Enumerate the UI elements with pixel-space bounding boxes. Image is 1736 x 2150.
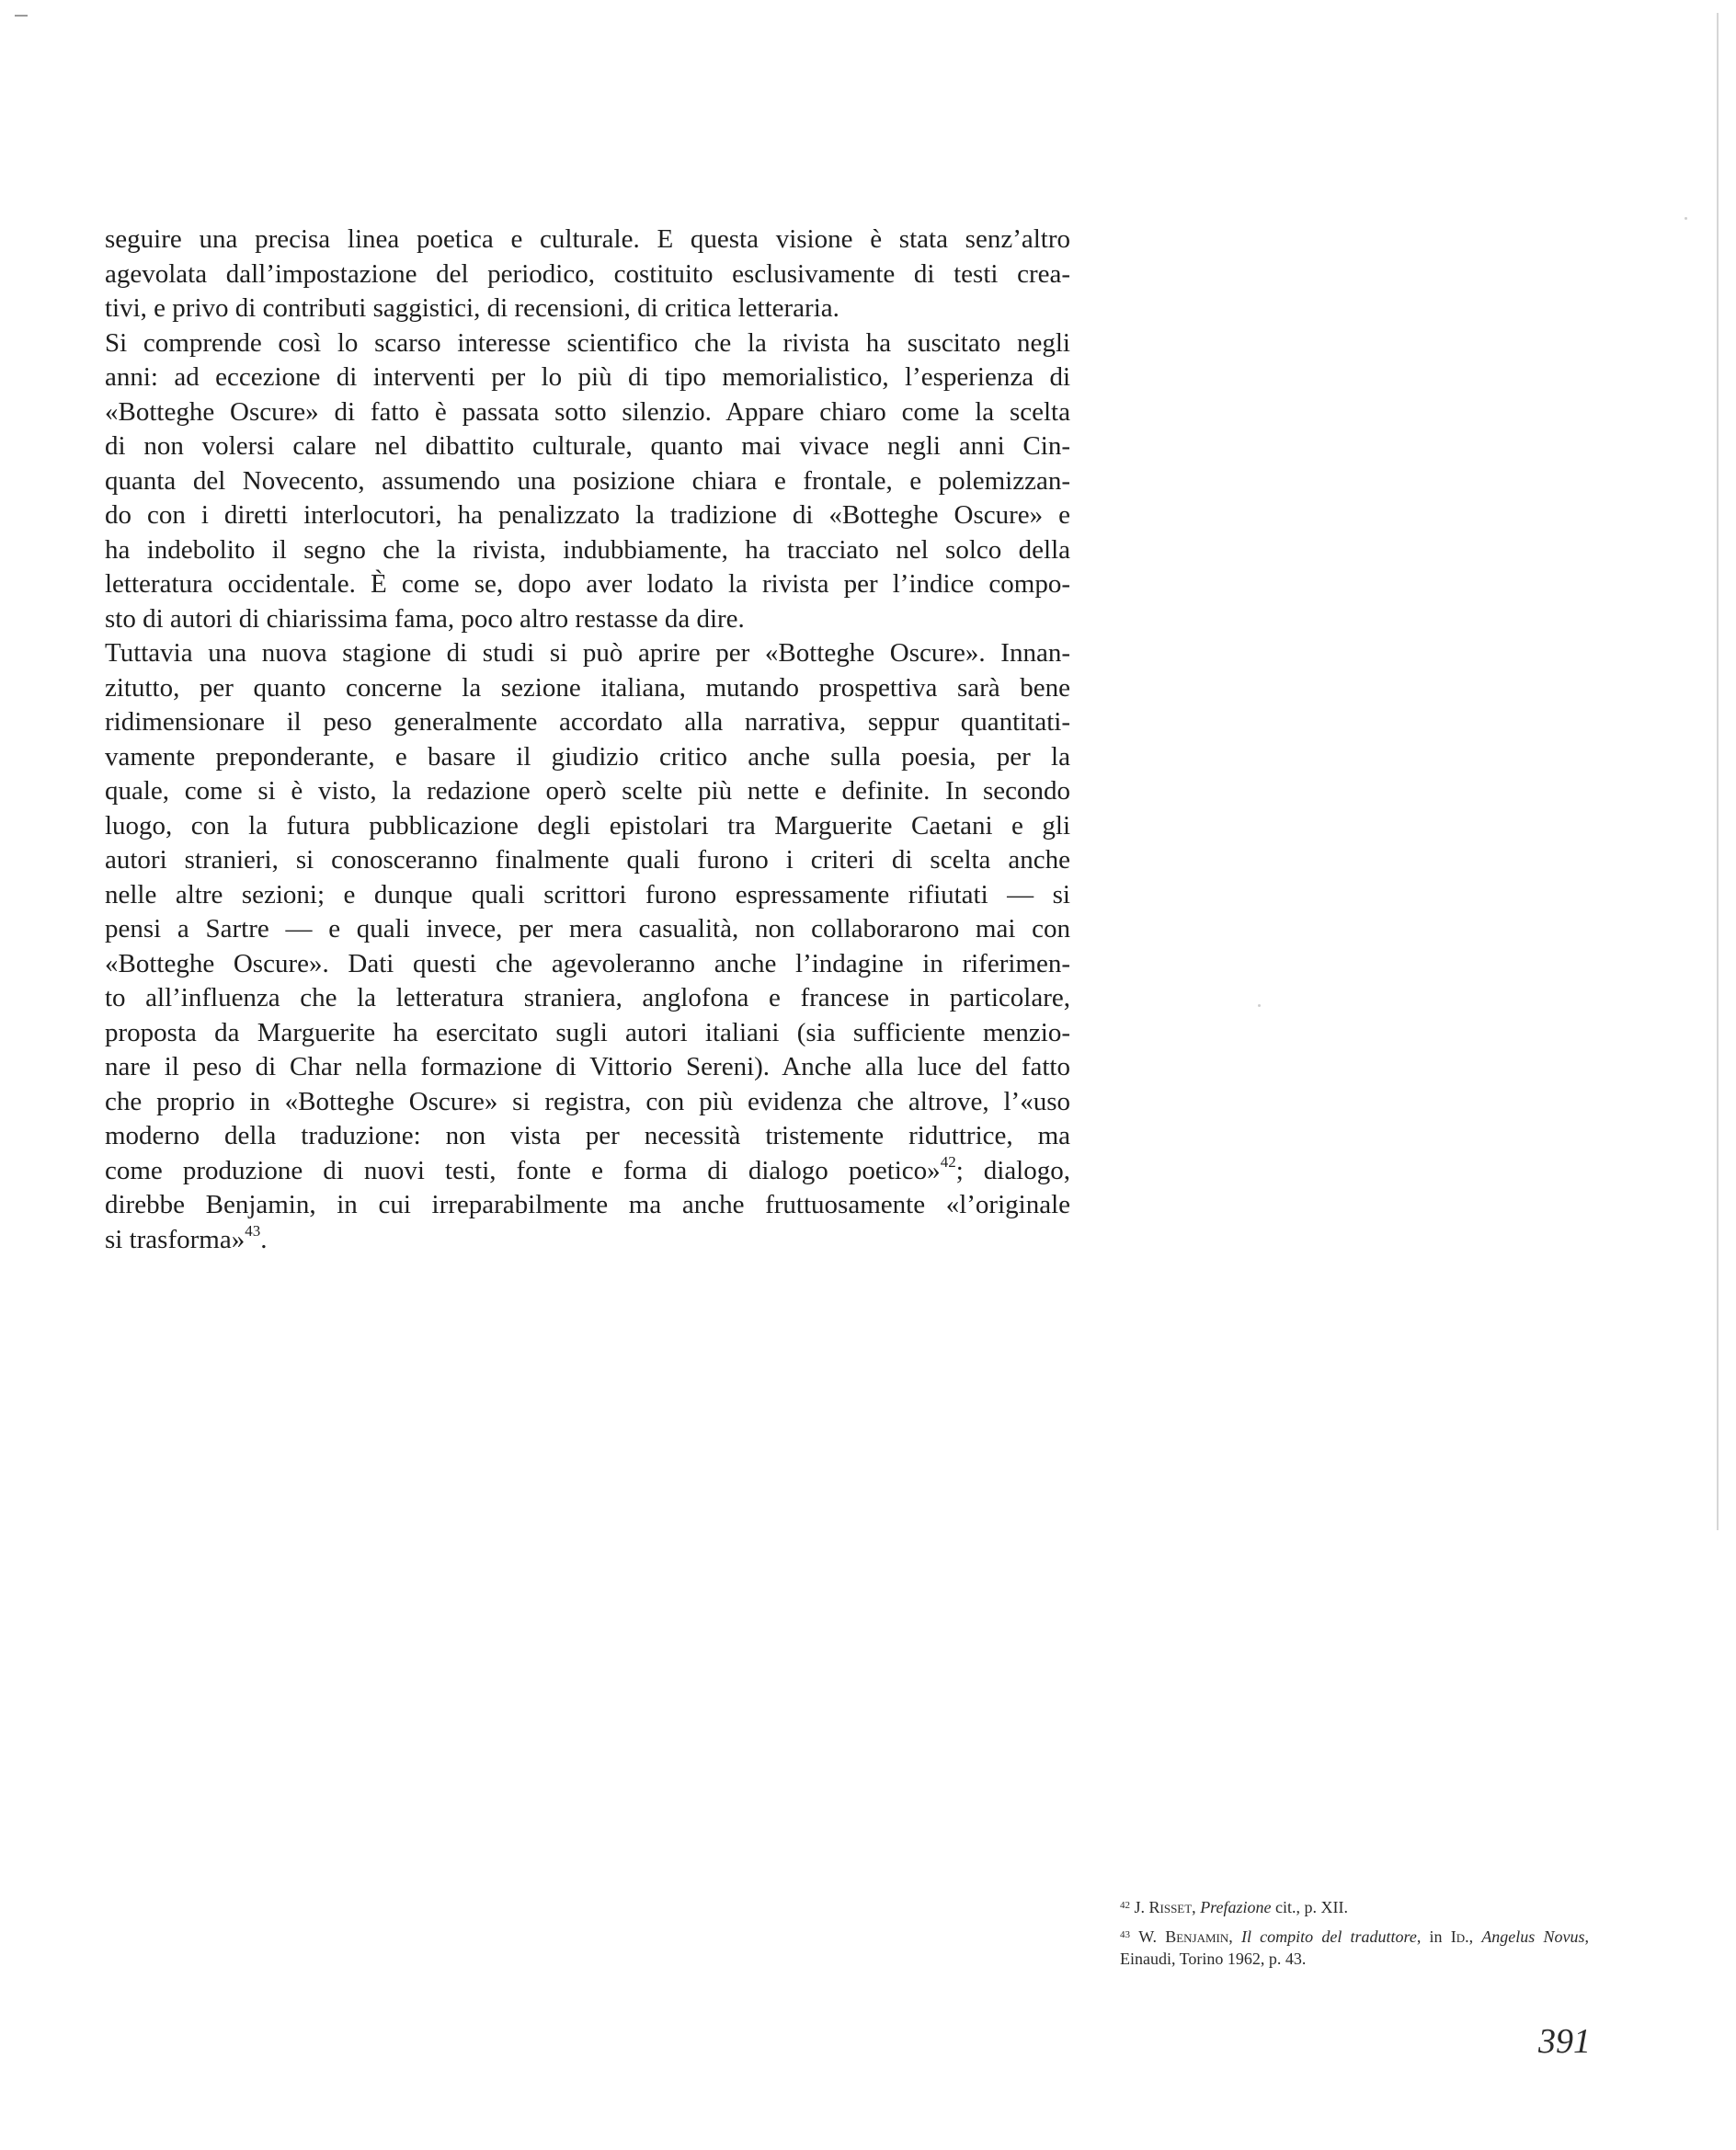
text-segment: come produzione di nuovi testi, fonte e forma di dialogo poetico» (105, 1155, 941, 1185)
text-line: do con i diretti interlocutori, ha penalizzato la tradizione di «Botteghe Oscure» e (105, 500, 1070, 530)
footnote-reference-42[interactable]: 42 (940, 1152, 956, 1171)
footnote-43 (1120, 1924, 1589, 1970)
paragraph-2 (105, 326, 1070, 637)
footnote-title: Prefazione (1200, 1898, 1272, 1916)
footnote-number: 43 (1120, 1929, 1130, 1940)
text-line: agevolata dall’impostazione del periodico, costituito esclusivamente di testi crea- (105, 258, 1070, 289)
text-segment: . (260, 1224, 268, 1254)
text-line: ridimensionare il peso generalmente accordato alla narrativa, seppur quantitati- (105, 707, 1070, 737)
text-line: to all’influenza che la letteratura straniera, anglofona e francese in particolare, (105, 983, 1070, 1012)
footnote-ibid: Id. (1450, 1927, 1469, 1946)
text-line-note-42 (105, 1154, 1070, 1189)
text-segment: ; dialogo, (955, 1155, 1070, 1185)
footnote-author: W. Benjamin, (1138, 1927, 1233, 1946)
text-line: pensi a Sartre — e quali invece, per mera casualità, non collaborarono mai con (105, 914, 1070, 943)
text-line: zitutto, per quanto concerne la sezione italiana, mutando prospettiva sarà bene (105, 672, 1070, 703)
footnotes (1120, 1894, 1589, 1975)
paragraph-3 (105, 636, 1070, 1257)
text-line: di non volersi calare nel dibattito culturale, quanto mai vivace negli anni Cin- (105, 431, 1070, 461)
text-line: autori stranieri, si conosceranno finalmente quali furono i criteri di scelta anche (105, 845, 1070, 875)
footnote-work: Angelus Novus (1481, 1927, 1585, 1946)
text-line: «Botteghe Oscure». Dati questi che agevoleranno anche l’indagine in riferimen- (105, 948, 1070, 978)
footnote-number: 42 (1120, 1900, 1130, 1911)
text-line: nelle altre sezioni; e dunque quali scrittori furono espressamente rifiutati — si (105, 879, 1070, 909)
scan-page-edge (1717, 13, 1719, 1530)
text-line: sto di autori di chiarissima fama, poco altro restasse da dire. (105, 603, 745, 634)
footnote-rest: cit., p. XII. (1271, 1898, 1348, 1916)
text-line: tivi, e privo di contributi saggistici, di recensioni, di critica letteraria. (105, 293, 839, 323)
text-segment: si trasforma» (105, 1224, 246, 1254)
text-line: luogo, con la futura pubblicazione degli epistolari tra Marguerite Caetani e gli (105, 810, 1070, 841)
footnote-rest: , Einaudi, Torino 1962, p. 43. (1120, 1927, 1589, 1968)
text-line: seguire una precisa linea poetica e culturale. E questa visione è stata senz’altro (105, 224, 1070, 254)
text-line: proposta da Marguerite ha esercitato sugli autori italiani (sia sufficiente menzio- (105, 1017, 1070, 1047)
text-line: vamente preponderante, e basare il giudizio critico anche sulla poesia, per la (105, 741, 1070, 772)
text-line: «Botteghe Oscure» di fatto è passata sotto silenzio. Appare chiaro come la scelta (105, 396, 1070, 427)
text-line: moderno della traduzione: non vista per necessità tristemente riduttrice, ma (105, 1121, 1070, 1150)
footnote-42 (1120, 1894, 1589, 1918)
scan-mark (15, 15, 28, 17)
text-line: ha indebolito il segno che la rivista, indubbiamente, ha tracciato nel solco della (105, 534, 1070, 565)
page-number: 391 (1538, 2022, 1591, 2061)
text-line-note-43 (105, 1223, 1070, 1258)
footnote-author: J. Risset, (1134, 1898, 1196, 1916)
scan-speck (1685, 217, 1687, 220)
footnote-title: Il compito del traduttore (1240, 1927, 1417, 1946)
text-line: Si comprende così lo scarso interesse scientifico che la rivista ha suscitato negli (105, 327, 1070, 358)
text-line: letteratura occidentale. È come se, dopo aver lodato la rivista per l’indice compo- (105, 569, 1070, 599)
text-line: che proprio in «Botteghe Oscure» si registra, con più evidenza che altrove, l’«uso (105, 1086, 1070, 1116)
paragraph-1 (105, 223, 1070, 326)
text-line: nare il peso di Char nella formazione di Vittorio Sereni). Anche alla luce del fatto (105, 1052, 1070, 1081)
text-line: Tuttavia una nuova stagione di studi si può aprire per «Botteghe Oscure». Innan- (105, 638, 1070, 668)
footnote-text: , in (1416, 1927, 1451, 1946)
text-line: quale, come si è visto, la redazione operò scelte più nette e definite. In secondo (105, 776, 1070, 806)
body-text (105, 223, 1070, 1257)
text-line: direbbe Benjamin, in cui irreparabilmente ma anche fruttuosamente «l’originale (105, 1190, 1070, 1219)
text-line: anni: ad eccezione di interventi per lo più di tipo memorialistico, l’esperienza di (105, 362, 1070, 392)
text-line: quanta del Novecento, assumendo una posizione chiara e frontale, e polemizzan- (105, 465, 1070, 496)
scan-speck (1258, 1004, 1261, 1007)
footnote-reference-43[interactable]: 43 (245, 1221, 261, 1240)
footnote-text: , (1468, 1927, 1482, 1946)
